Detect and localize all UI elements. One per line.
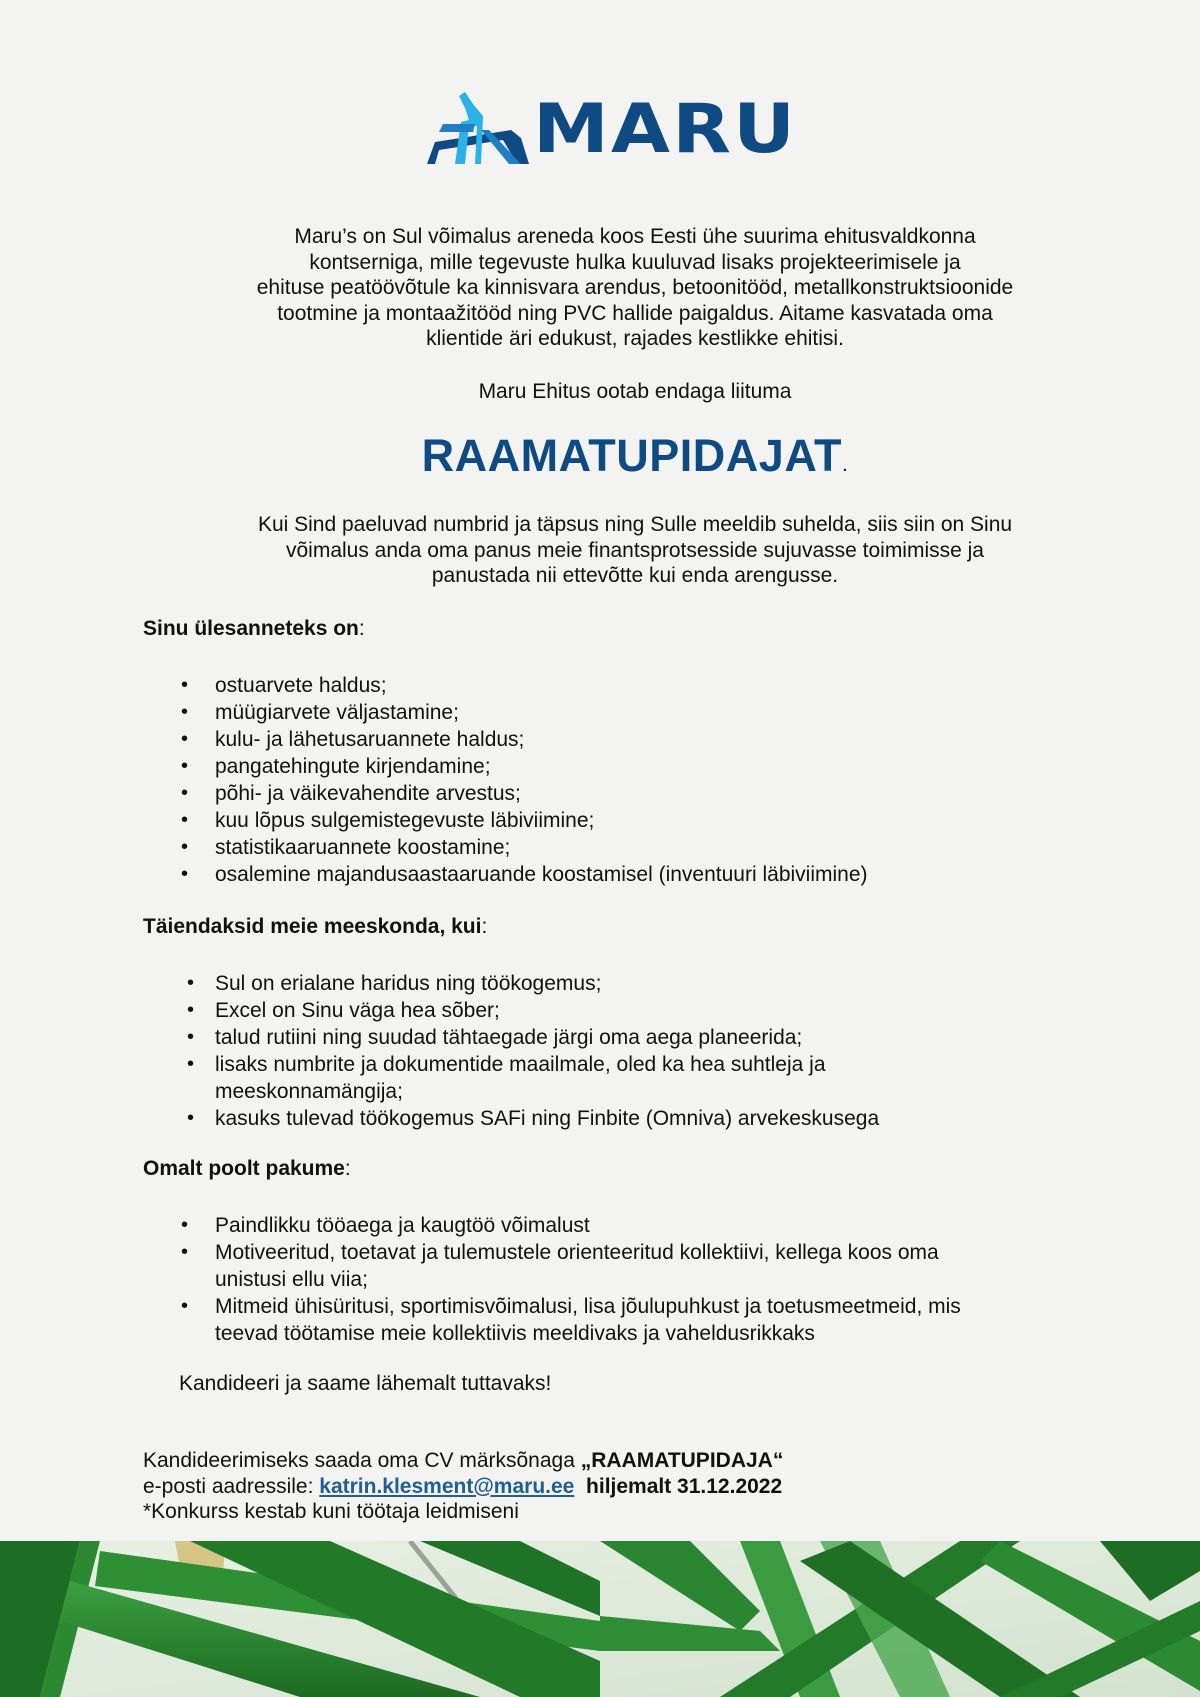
list-item	[187, 997, 975, 1024]
bullet-icon: •	[187, 1026, 195, 1048]
apply-deadline: hiljemalt 31.12.2022	[586, 1474, 783, 1498]
bullet-icon: •	[181, 1241, 189, 1263]
intro-line: klientide äri edukust, rajades kestlikke ehitisi.	[426, 327, 844, 350]
intro-line: tootmine ja montaažitööd ning PVC hallide paigaldus. Aitame kasvatada oma	[277, 301, 993, 325]
intro-paragraph	[220, 224, 1050, 352]
lead-line: Kui Sind paeluvad numbrid ja täpsus ning Sulle meeldib suhelda, siis siin on Sinu	[257, 513, 1013, 536]
invite-text: Maru Ehitus ootab endaga liituma	[478, 380, 792, 403]
list-item	[181, 699, 1115, 726]
bullet-icon: •	[181, 755, 189, 777]
bullet-icon: •	[187, 1107, 195, 1129]
offers-heading-text: Omalt poolt pakume	[143, 1157, 345, 1180]
list-item-text: osalemine majandusaastaaruande koostamisel (inventuuri läbiviimine)	[215, 863, 868, 886]
email-link[interactable]: katrin.klesment@maru.ee	[319, 1474, 575, 1498]
list-item	[187, 1051, 975, 1105]
list-item-text: lisaks numbrite ja dokumentide maailmale, oled ka hea suhtleja ja meeskonnamängija;	[215, 1053, 826, 1103]
requirements-heading-text: Täiendaksid meie meeskonda, kui	[143, 915, 482, 938]
green-steel-beams-photo	[0, 1541, 1200, 1697]
apply-line-2	[143, 1474, 783, 1500]
bullet-icon: •	[181, 674, 189, 696]
tasks-list	[181, 672, 1115, 888]
list-item-text: ostuarvete haldus;	[215, 674, 387, 697]
list-item-text: Paindlikku tööaega ja kaugtöö võimalust	[215, 1214, 590, 1237]
maru-logo	[425, 90, 798, 169]
list-item	[181, 672, 1115, 699]
bullet-icon: •	[181, 863, 189, 885]
list-item-text: põhi- ja väikevahendite arvestus;	[215, 782, 521, 805]
intro-line: ehituse peatöövõtule ka kinnisvara arendus, betoonitööd, metallkonstruktsioonide	[256, 276, 1014, 299]
list-item-text: statistikaaruannete koostamine;	[215, 836, 511, 859]
list-item	[181, 807, 1115, 834]
bullet-icon: •	[187, 999, 195, 1021]
bullet-icon: •	[181, 1295, 189, 1317]
apply-instructions	[143, 1448, 783, 1525]
list-item	[181, 753, 1115, 780]
steel-beams-illustration	[0, 1541, 1200, 1697]
list-item-text: müügiarvete väljastamine;	[215, 701, 459, 724]
list-item-text: kasuks tulevad töökogemus SAFi ning Finbite (Omniva) arvekeskusega	[215, 1107, 880, 1130]
requirements-list	[187, 970, 975, 1132]
bullet-icon: •	[181, 701, 189, 723]
bullet-icon: •	[181, 809, 189, 831]
lead-line: võimalus anda oma panus meie finantsprotsesside sujuvasse toimimisse ja	[285, 538, 984, 562]
list-item-text: talud rutiini ning suudad tähtaegade järgi oma aega planeerida;	[215, 1026, 803, 1049]
list-item	[187, 970, 975, 997]
list-item-text: kulu- ja lähetusaruannete haldus;	[215, 728, 525, 751]
apply-keyword: „RAAMATUPIDAJA“	[580, 1449, 784, 1472]
logo-wordmark: MARU	[533, 90, 798, 169]
list-item	[181, 861, 1115, 888]
apply-line-1	[143, 1448, 783, 1474]
lead-line: panustada nii ettevõtte kui enda arengusse.	[431, 564, 839, 587]
bullet-icon: •	[181, 836, 189, 858]
list-item-text: Sul on erialane haridus ning töökogemus;	[215, 972, 602, 995]
list-item-text: kuu lõpus sulgemistegevuste läbiviimine;	[215, 809, 595, 832]
tasks-heading-colon: :	[358, 617, 365, 640]
list-item	[181, 1212, 1015, 1239]
bullet-icon: •	[181, 1214, 189, 1236]
list-item	[187, 1105, 975, 1132]
list-item-text: Motiveeritud, toetavat ja tulemustele orienteeritud kollektiivi, kellega koos oma unistusi ellu viia;	[215, 1241, 939, 1291]
offers-list	[181, 1212, 1015, 1347]
list-item-text: Mitmeid ühisüritusi, sportimisvõimalusi, lisa jõulupuhkust ja toetusmeetmeid, mis teevad töötamise meie kollektiivis meeldivaks ja vaheldusrikkaks	[215, 1295, 961, 1345]
bullet-icon: •	[187, 1053, 195, 1075]
list-item	[181, 1293, 1015, 1347]
bullet-icon: •	[187, 972, 195, 994]
offers-heading-colon: :	[344, 1157, 351, 1180]
bullet-icon: •	[181, 728, 189, 750]
apply-line-1-text: Kandideerimiseks saada oma CV märksõnaga	[143, 1449, 581, 1472]
closing-text: Kandideeri ja saame lähemalt tuttavaks!	[179, 1372, 552, 1395]
maru-bridge-mark-icon	[425, 90, 535, 166]
intro-line: kontserniga, mille tegevuste hulka kuuluvad lisaks projekteerimisele ja	[309, 250, 961, 274]
job-title	[220, 428, 1050, 493]
apply-line-2-text: e-posti aadressile:	[143, 1474, 320, 1498]
job-title-dot: .	[841, 453, 849, 476]
list-item-text: pangatehingute kirjendamine;	[215, 755, 491, 778]
requirements-heading-colon: :	[481, 915, 488, 938]
tasks-heading	[143, 616, 365, 642]
tasks-heading-text: Sinu ülesanneteks on	[143, 617, 359, 640]
list-item	[187, 1024, 975, 1051]
list-item-text: Excel on Sinu väga hea sõber;	[215, 999, 500, 1022]
offers-heading	[143, 1156, 351, 1182]
list-item	[181, 834, 1115, 861]
bullet-icon: •	[181, 782, 189, 804]
requirements-heading	[143, 914, 487, 940]
list-item	[181, 780, 1115, 807]
list-item	[181, 1239, 1015, 1293]
job-title-text: RAAMATUPIDAJAT	[421, 430, 842, 481]
apply-note: *Konkurss kestab kuni töötaja leidmiseni	[143, 1500, 519, 1523]
lead-paragraph	[220, 512, 1050, 589]
list-item	[181, 726, 1115, 753]
intro-line: Maru’s on Sul võimalus areneda koos Eesti ühe suurima ehitusvaldkonna	[294, 225, 976, 248]
